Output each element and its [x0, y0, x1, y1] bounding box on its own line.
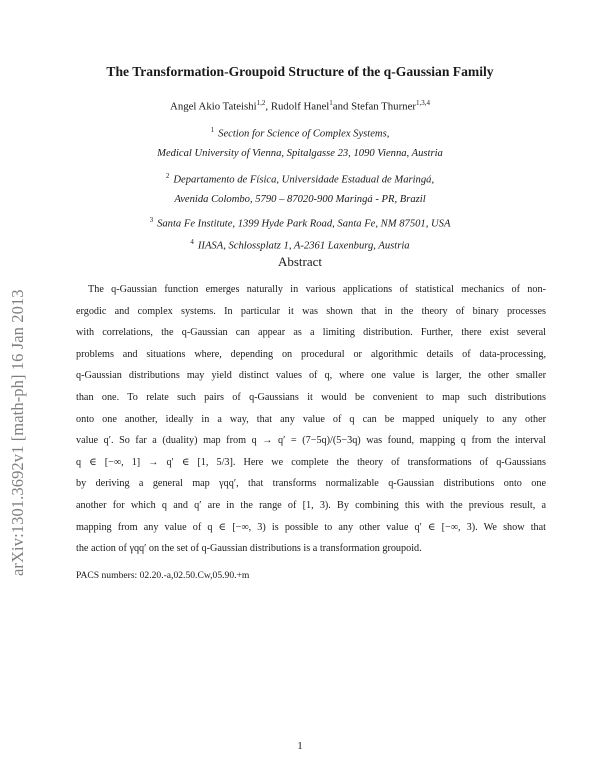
affiliation-line: [0, 238, 600, 252]
affiliation-marker: 2: [165, 172, 170, 180]
author-separator: and: [332, 100, 352, 113]
author-name: Stefan Thurner: [351, 100, 416, 113]
affiliation-text: Section for Science of Complex Systems,: [218, 128, 390, 140]
abstract-body: [76, 279, 546, 560]
author-affiliation-marker: 1: [329, 99, 333, 107]
affiliation-line: [0, 126, 600, 140]
pacs-numbers: PACS numbers: 02.20.-a,02.50.Cw,05.90.+m: [76, 570, 250, 581]
abstract-line: mapping from any value of q ∈ [−∞, 3) is possible to any other value q′ ∈ [−∞, 3). We show that: [76, 521, 546, 533]
affiliation-text: Departamento de Física, Universidade Estadual de Maringá,: [173, 174, 435, 186]
abstract-line: another for which q and q′ are in the range of [1, 3). By combining this with the previous result, a: [76, 499, 546, 511]
affiliation-marker: 4: [190, 238, 194, 246]
abstract-line: q-Gaussian distributions may yield distinct values of q, where one value is larger, the other smaller: [76, 370, 546, 382]
abstract-line: by deriving a general map γqq′, that transforms normalizable q-Gaussian distributions onto one: [76, 478, 546, 490]
abstract-line: The q-Gaussian function emerges naturally in various applications of statistical mechanics of non-: [88, 284, 546, 295]
affiliation-text: Santa Fe Institute, 1399 Hyde Park Road, Santa Fe, NM 87501, USA: [157, 218, 451, 230]
author-name: Rudolf Hanel: [270, 100, 330, 113]
arxiv-identifier: arXiv:1301.3692v1 [math-ph] 16 Jan 2013: [8, 289, 27, 576]
abstract-line: q ∈ [−∞, 1] → q′ ∈ [1, 5/3]. Here we complete the theory of transformations of q-Gaussians: [76, 456, 546, 468]
author-affiliation-marker: 1,3,4: [415, 99, 430, 107]
affiliation-line: [0, 194, 600, 205]
abstract-heading: Abstract: [277, 254, 323, 269]
abstract-line: ergodic and complex systems. In particular it was shown that in the theory of binary processes: [76, 305, 546, 317]
abstract-line: onto one another, ideally in a way, that any value of q can be mapped uniquely to any other: [76, 413, 546, 425]
abstract-line: with correlations, the q-Gaussian can appear as a limiting distribution. Further, there exist several: [76, 327, 546, 339]
abstract-line: than one. To relate such pairs of q-Gaussians it would be convenient to map such distributions: [76, 391, 546, 403]
author-affiliation-marker: 1,2: [256, 99, 266, 107]
affiliation-line: [0, 172, 600, 186]
affiliation-line: [0, 148, 600, 159]
author-name: Angel Akio Tateishi: [170, 100, 257, 113]
author-list: [0, 99, 600, 113]
paper-title: The Transformation-Groupoid Structure of the q-Gaussian Family: [106, 64, 494, 79]
abstract-line: the action of γqq′ on the set of q-Gaussian distributions is a transformation groupoid.: [76, 543, 422, 555]
affiliation-text: Medical University of Vienna, Spitalgasse 23, 1090 Vienna, Austria: [157, 148, 443, 159]
affiliation-marker: 3: [149, 216, 154, 224]
page-number: 1: [297, 740, 303, 752]
affiliation-text: IIASA, Schlossplatz 1, A-2361 Laxenburg, Austria: [197, 240, 410, 252]
abstract-line: problems and situations where, depending on procedural or algorithmic details of data-processing,: [76, 348, 546, 360]
abstract-line: value q′. So far a (duality) map from q → q′ = (7−5q)/(5−3q) was found, mapping q from the interval: [76, 435, 546, 447]
author-separator: ,: [265, 100, 271, 113]
affiliation-text: Avenida Colombo, 5790 – 87020-900 Maringá - PR, Brazil: [174, 194, 426, 205]
affiliation-line: [0, 216, 600, 230]
affiliation-marker: 1: [210, 126, 215, 134]
